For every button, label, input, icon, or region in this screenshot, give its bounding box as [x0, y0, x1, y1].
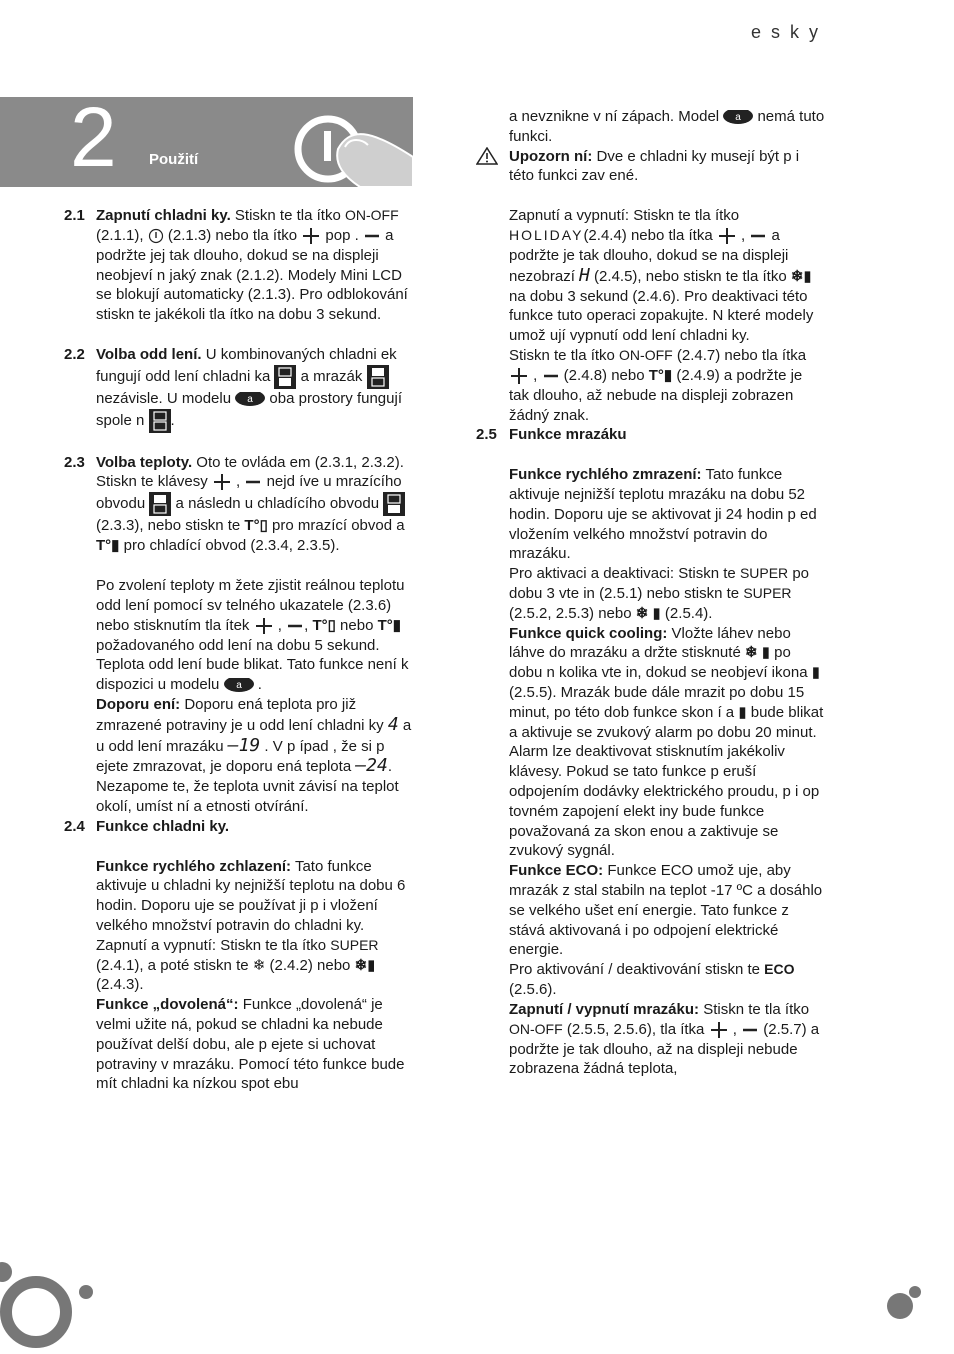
paragraph-heading: Funkce „dovolená“:: [96, 996, 239, 1014]
section-heading: Zapnutí chladni ky.: [96, 207, 231, 224]
freezer-compartment-icon: [149, 492, 171, 516]
plus-icon: [717, 226, 737, 246]
minus-icon: [244, 476, 262, 488]
section-num: 2.3: [64, 453, 85, 471]
section-heading: Funkce chladni ky.: [96, 817, 230, 835]
text: Stiskn te tla ítko: [230, 207, 345, 224]
snowflake-fridge-icon: ❄▮: [354, 956, 376, 974]
fridge-compartment-icon: [274, 365, 296, 389]
text: U kombinovaných chladni ek fungují odd lení chladni ka: [96, 346, 397, 385]
paragraph-heading: Zapnutí / vypnutí mrazáku:: [509, 1000, 700, 1018]
text: a podržte jej tak dlouho, dokud se na displeji neobjeví n jaký znak (2.1.2). Modely Mini LCD se blokují automaticky (2.1.3). Pro odblokování stiskn te jakékoli tla ítko na dobu 3 sekund.: [96, 226, 408, 324]
text: ,: [273, 616, 287, 634]
language-label: esky: [750, 22, 828, 42]
paragraph-heading: Doporu ení:: [96, 696, 181, 714]
text: Oto te ovláda em (2.3.1, 2.3.2). Stiskn te klávesy: [96, 453, 404, 491]
display-4: 4: [387, 713, 399, 735]
text: Funkce ECO umož uje, aby mrazák z stal stabiln na teplot -17 ºC a dosáhlo se velkého ušet ení energie. Tato funkce z stává aktivovaná i po odpojení elektrické energie.: [509, 862, 823, 959]
text: .: [253, 676, 262, 694]
paragraph-holiday-cont: [476, 107, 826, 147]
text: ,: [529, 366, 542, 384]
minus-icon: [363, 230, 381, 242]
text: (2.5.4).: [660, 604, 713, 622]
paragraph-holiday-on-off: [476, 206, 826, 346]
paragraph-heading: Funkce rychlého zmrazení:: [509, 466, 702, 484]
bottle-icon: ▮: [811, 664, 820, 682]
temp-freezer-icon: T°▯: [312, 616, 336, 634]
text: a podržte je tak dlouho, dokud se na displeji nezobrazí: [509, 226, 789, 285]
paragraph-fast-freeze: [476, 465, 826, 564]
display-minus-24: –24: [355, 755, 388, 777]
text: nemá tuto funkci.: [509, 108, 825, 145]
temp-freezer-icon: T°▯: [244, 517, 268, 535]
text: .: [170, 411, 175, 429]
text: Stiskn te tla ítko: [509, 347, 620, 364]
text: pro mrazící obvod a: [267, 517, 405, 535]
super-key-label: SUPER: [330, 936, 379, 953]
section-num: 2.5: [476, 426, 497, 444]
warning-block: [476, 147, 826, 187]
paragraph-note: Nezapome te, že teplota uvnit závisí na teplot okolí, umíst ní a etnosti otvírání.: [96, 778, 399, 816]
svg-text:a: a: [735, 112, 742, 124]
text: Dve e chladni ky musejí být p i této funkci zav ené.: [509, 147, 800, 185]
paragraph-super-activation: [476, 564, 826, 623]
text: nebo: [335, 616, 378, 634]
section-number: 2: [70, 90, 117, 184]
snowflake-fridge-icon: ❄▮: [790, 267, 812, 285]
text: bude blikat a aktivuje se zvukový alarm po dobu 20 minut. Alarm lze deaktivovat stisknutím jakékoliv klávesy. Pokud se tato funkce p eruší odpojením dodávky elektrického proudu, p i op tovném zapojení elekt iny bude funkce považovaná za skon enou a zaktivuje se zvukový sygnál.: [509, 703, 824, 860]
paragraph-heading: Upozorn ní:: [509, 147, 593, 165]
paragraph-holiday: [64, 995, 414, 1094]
text: (2.4.3).: [96, 976, 144, 994]
temp-fridge-icon: T°▮: [648, 366, 673, 384]
temp-fridge-icon: T°▮: [377, 616, 402, 634]
svg-text:a: a: [247, 393, 254, 405]
right-column: [476, 107, 826, 1079]
text: (2.4.2) nebo: [265, 956, 355, 974]
paragraph-heading: Funkce ECO:: [509, 862, 604, 880]
text: .: [387, 758, 393, 776]
both-compartments-icon: [149, 409, 171, 433]
text: (2.5.5, 2.5.6), tla ítka: [562, 1020, 709, 1038]
super-key-label: SUPER: [739, 565, 789, 582]
plus-icon: [301, 226, 321, 246]
text: na dobu 3 sekund (2.4.6). Pro deaktivaci této funkce tuto operaci zopakujte. N které modely umož ují vypnutí odd lení chladni ky.: [509, 287, 814, 345]
warning-icon: [476, 147, 498, 165]
plus-icon: [254, 616, 274, 636]
section-2-2: [64, 345, 414, 433]
text: (2.4.9) a podržte je tak dlouho, až nebude na displeji zobrazen žádný znak.: [509, 366, 803, 424]
model-a-icon: [224, 678, 254, 692]
text: ,: [231, 473, 245, 491]
section-title: Použití: [149, 151, 199, 168]
text: Vložte láhev nebo láhve do mrazáku a držte stisknuté: [509, 624, 791, 662]
minus-icon: [542, 370, 560, 382]
text: (2.4.1), a poté stiskn te: [96, 956, 253, 974]
paragraph-eco-toggle: [476, 960, 826, 1000]
section-num: 2.4: [64, 817, 85, 835]
text: Pro aktivování / deaktivování stiskn te: [509, 961, 765, 979]
text: Stiskn te tla ítko: [699, 1000, 810, 1018]
text: a následn u chladícího obvodu: [171, 495, 384, 513]
text: nejd íve u mrazícího obvodu: [96, 473, 402, 513]
power-icon: [148, 228, 164, 244]
section-2-1: [64, 206, 414, 325]
decorative-circles-right: [884, 1282, 924, 1322]
minus-icon: [741, 1024, 759, 1036]
paragraph-real-temp: [64, 576, 414, 695]
text: pro chladící obvod (2.3.4, 2.3.5).: [119, 537, 340, 555]
snowflake-bottle-icon: ❄ ▮: [744, 644, 770, 662]
text: požadovaného odd lení na dobu 5 sekund. Teplota odd lení bude blikat. Tato funkce není k dispozici u modelu: [96, 636, 409, 694]
section-banner: [0, 90, 413, 187]
text: (2.4.7) nebo tla ítka: [672, 347, 807, 364]
text: Funkce „dovolená“ je velmi užite ná, pokud se chladni ka nebude používat delší dobu, ale p ejete si uchovat potraviny v mrazáku. Pomocí této funkce bude mít chladni ka nízkou spot ebu: [96, 996, 405, 1093]
temp-fridge-icon: T°▮: [96, 537, 120, 555]
bottle-icon: ▮: [738, 703, 747, 721]
paragraph-quick-cooling: [476, 624, 826, 862]
text: nezávisle. U modelu: [96, 389, 236, 407]
eco-key-label: ECO: [764, 961, 795, 978]
text: pop .: [321, 226, 363, 244]
paragraph-eco: [476, 861, 826, 960]
text: ,: [728, 1020, 742, 1038]
minus-icon: [749, 230, 767, 242]
text: a u odd lení mrazáku: [96, 716, 412, 755]
section-num: 2.2: [64, 346, 85, 364]
section-2-5: [476, 425, 826, 445]
plus-icon: [709, 1020, 729, 1040]
section-2-4: [64, 817, 414, 837]
on-off-key-label: ON-OFF: [619, 347, 673, 363]
section-2-3: [64, 453, 414, 556]
text: Po zvolení teploty m žete zjistit reálnou teplotu odd lení pomocí sv telného ukazatele (2.3.6) nebo stisknutím tla ítek: [96, 577, 405, 634]
display-h: H: [579, 264, 590, 286]
text: Zapnutí a vypnutí: Stiskn te tla ítko: [96, 936, 331, 954]
section-num: 2.1: [64, 207, 85, 224]
display-minus-19: –19: [227, 734, 261, 756]
on-off-key-label: ON-OFF: [344, 207, 399, 223]
text: (2.5.2, 2.5.3) nebo: [509, 604, 636, 622]
text: a mrazák: [296, 367, 367, 385]
paragraph-freezer-on-off: [476, 1000, 826, 1079]
model-a-icon: [723, 110, 753, 124]
paragraph-fast-cool: [64, 857, 414, 936]
super-key-label: SUPER: [743, 585, 792, 601]
model-a-icon: [235, 392, 265, 406]
left-column: [64, 206, 414, 1094]
text: Zapnutí a vypnutí: Stiskn te tla ítko: [509, 207, 740, 225]
finger-press-icon: [290, 107, 413, 187]
text: (2.4.8) nebo: [559, 366, 649, 384]
text: po dobu n kolika vte in, dokud se neobjeví ikona: [509, 644, 812, 682]
paragraph-heading: Funkce rychlého zchlazení:: [96, 857, 292, 875]
decorative-circles-left: [0, 1262, 100, 1354]
text: a nevznikne v ní zápach. Model: [509, 108, 724, 125]
freezer-compartment-icon: [367, 365, 389, 389]
text: ,: [304, 616, 313, 634]
snowflake-icon: ❄: [252, 956, 266, 974]
minus-icon: [286, 620, 304, 632]
holiday-key-label: HOLIDAY: [509, 226, 584, 243]
text: . V p ípad , že si p ejete zmrazovat, je doporu ená teplota: [96, 737, 385, 776]
on-off-key-label: ON-OFF: [509, 1020, 563, 1037]
paragraph-recommendation: [64, 695, 414, 777]
text: Pro aktivaci a deaktivaci: Stiskn te: [509, 565, 740, 583]
text: (2.1.1),: [96, 226, 148, 244]
text: (2.3.3), nebo stiskn te: [96, 517, 245, 535]
section-heading: Funkce mrazáku: [509, 426, 627, 444]
text: Tato funkce aktivuje u chladni ky nejnižší teplotu na dobu 6 hodin. Doporu uje se používat ji p i vložení velkého množství potravin do chladni ky.: [96, 857, 406, 935]
text: (2.4.5), nebo stiskn te tla ítko: [589, 267, 791, 285]
svg-text:a: a: [235, 680, 242, 692]
text: (2.4.4) nebo tla ítka: [583, 226, 717, 244]
text: Tato funkce aktivuje nejnižší teplotu mrazáku na dobu 52 hodin. Doporu uje se aktivovat ji 24 hodin p ed vložením velkého množství potravin do mrazáku.: [509, 466, 817, 563]
snowflake-bottle-icon: ❄ ▮: [635, 604, 661, 622]
text: Doporu ená teplota pro již zmrazené potraviny je u odd lení chladni ky: [96, 696, 388, 734]
section-heading: Volba teploty.: [96, 453, 193, 471]
paragraph-fridge-off: [476, 346, 826, 425]
plus-icon: [509, 366, 529, 386]
text: oba prostory fungují spole n: [96, 389, 402, 429]
section-heading: Volba odd lení.: [96, 346, 202, 364]
paragraph-on-off-fridge: [64, 936, 414, 995]
text: ,: [736, 226, 750, 244]
text: po dobu 3 vte in (2.5.1) nebo stiskn te: [509, 565, 810, 602]
text: (2.5.7) a podržte je tak dlouho, až na displeji nebude zobrazena žádná teplota,: [509, 1020, 820, 1078]
paragraph-heading: Funkce quick cooling:: [509, 624, 668, 642]
text: (2.5.5). Mrazák bude dále mrazit po dobu 15 minut, po této dob funkce skon í a: [509, 683, 805, 721]
text: (2.5.6).: [509, 980, 557, 998]
fridge-compartment-icon: [383, 492, 405, 516]
text: (2.1.3) nebo tla ítko: [163, 226, 302, 244]
plus-icon: [212, 472, 232, 492]
